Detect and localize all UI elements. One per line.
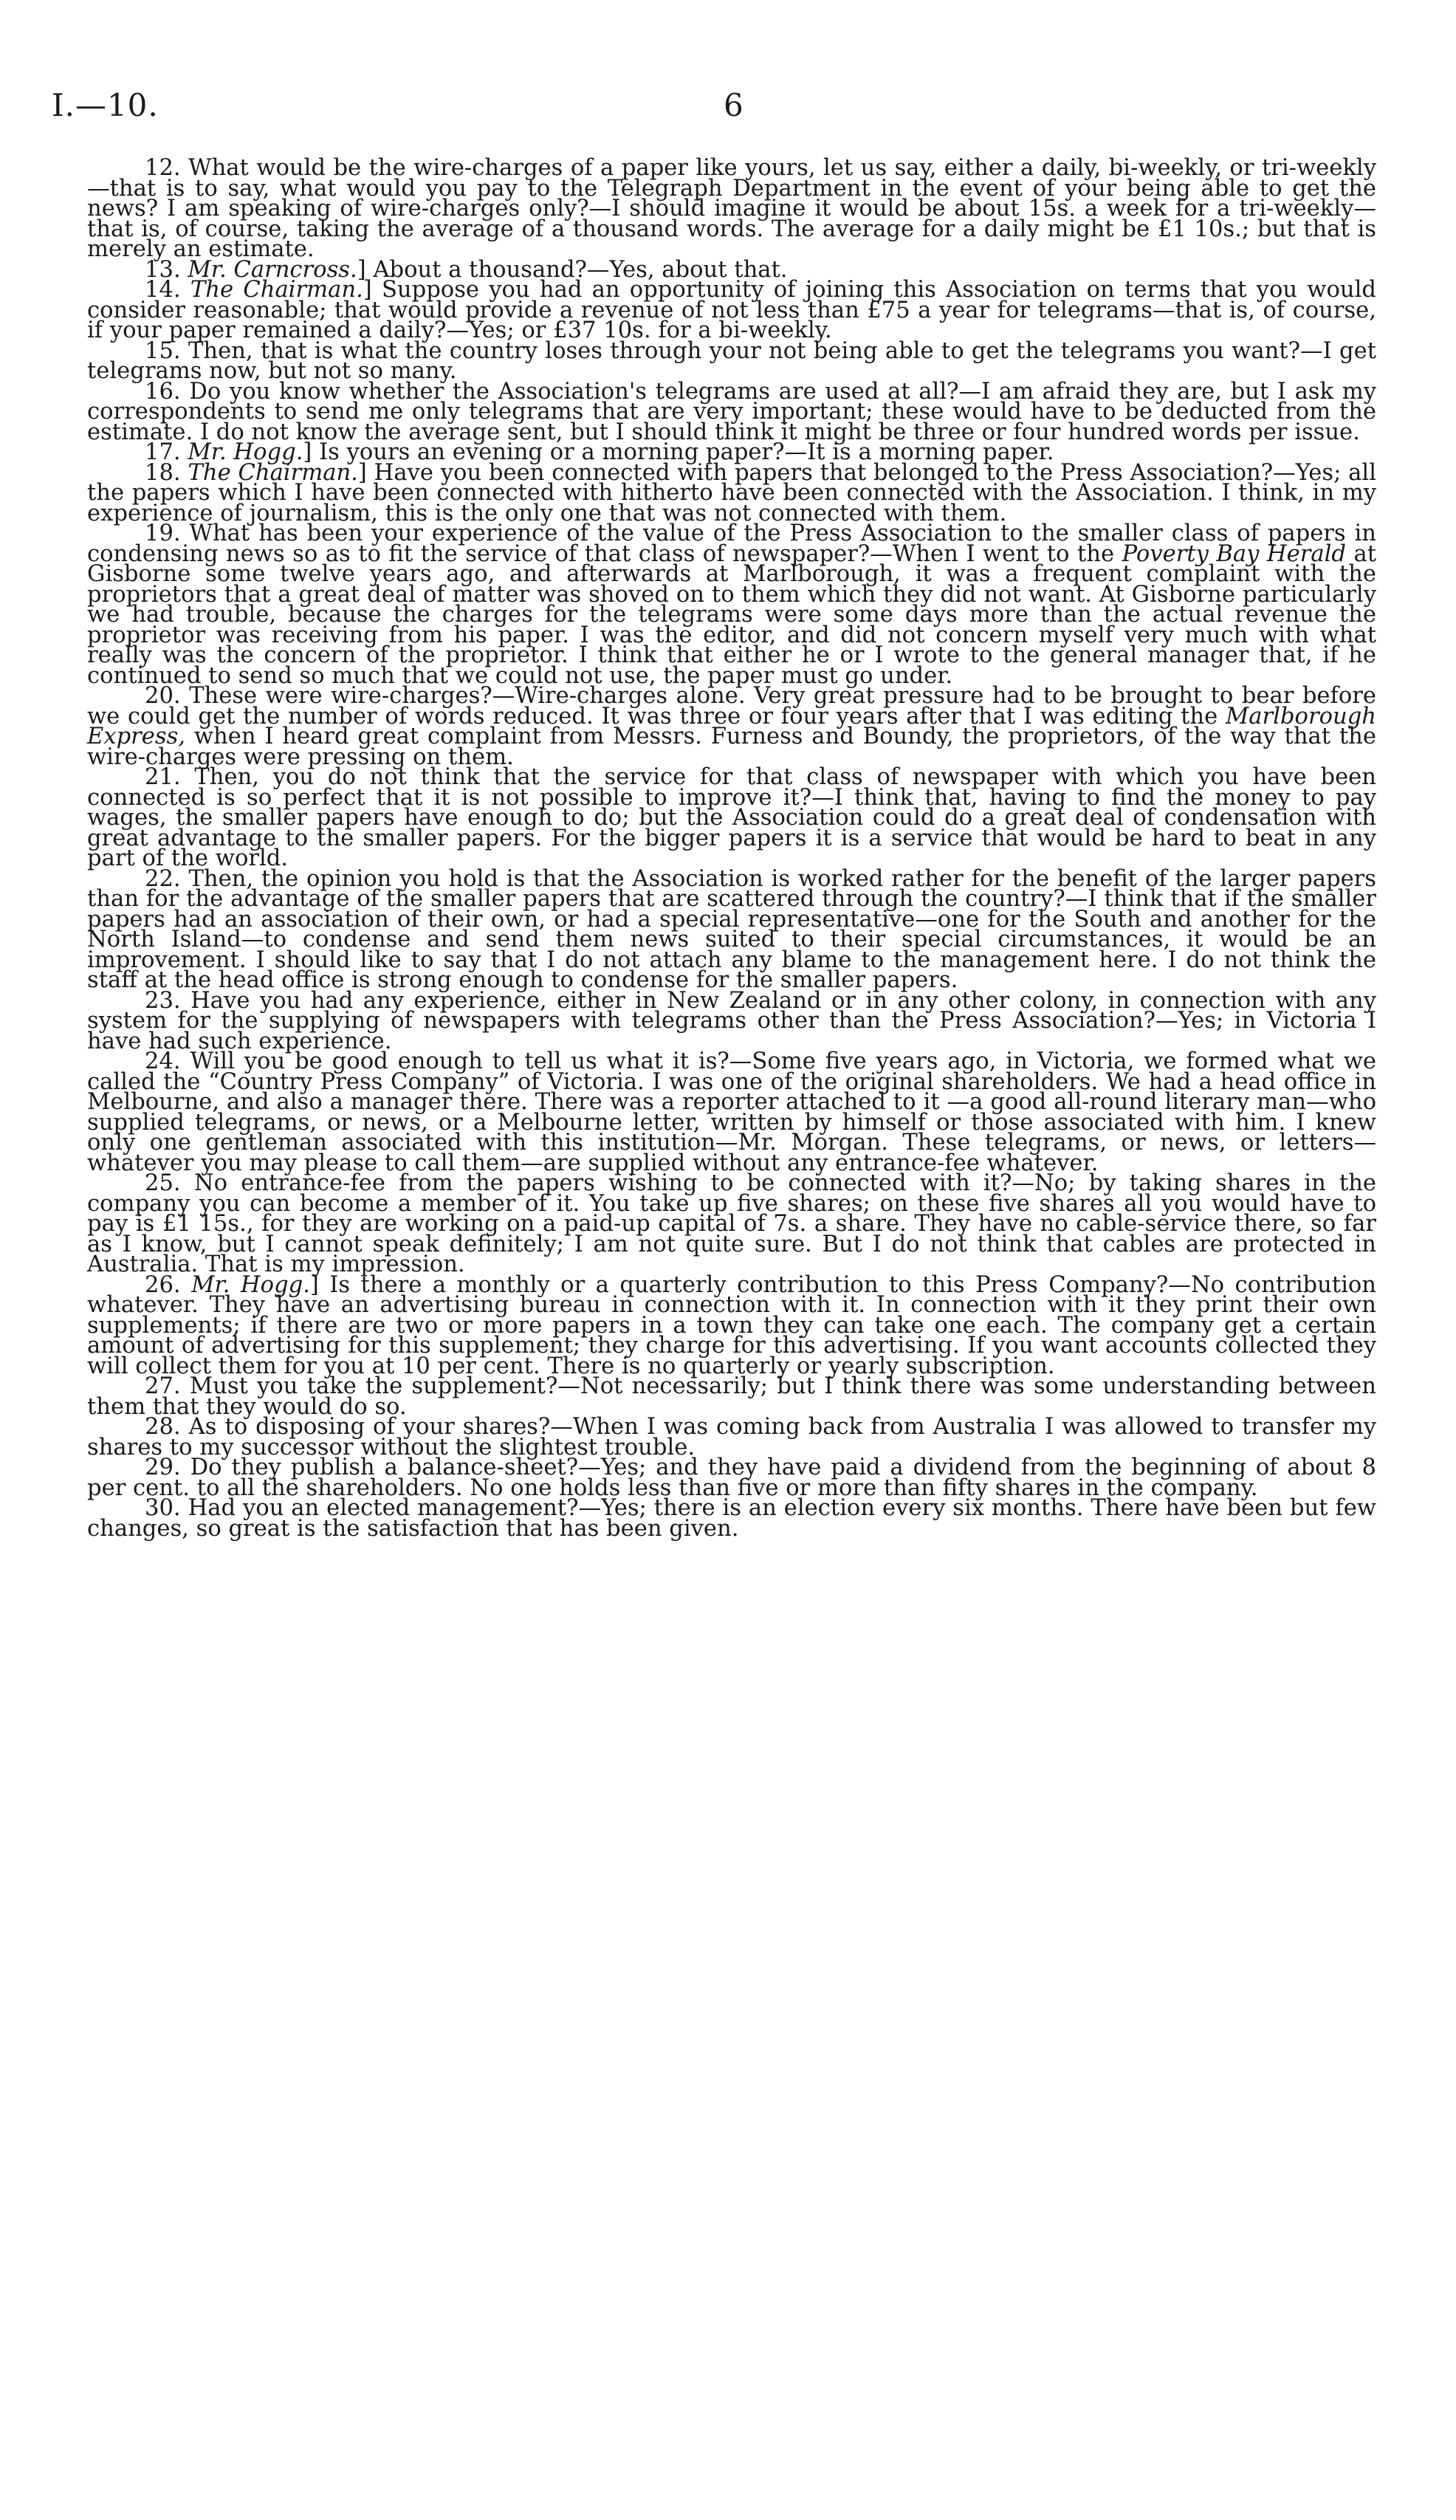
question-number: 12. [145, 155, 181, 181]
paragraph-text: Do they publish a balance-sheet?—Yes; and they have paid a dividend from the beginning of about 8 per cent. to all the shareholders. No one holds less than five or more than fifty shares in the company. [87, 1455, 1376, 1501]
question-paragraph [87, 683, 1376, 770]
question-number: 25. [145, 1170, 181, 1196]
question-paragraph [87, 277, 1376, 343]
question-number: 15. [145, 337, 181, 364]
question-paragraph [87, 337, 1376, 384]
question-number: 21. [145, 764, 181, 790]
question-number: 22. [145, 865, 181, 892]
question-number: 24. [145, 1048, 181, 1074]
speaker-bracket: ] [357, 256, 374, 283]
speaker-bracket: ] [363, 277, 382, 303]
question-number: 29. [145, 1455, 181, 1480]
question-number: 20. [145, 683, 181, 709]
paragraph-text: What would be the wire-charges of a paper like yours, let us say, either a daily, bi-weekly, or tri-weekly—that is to say, what would you pay to the Telegraph Department in the event of your being able to get the news? I am speaking of wire-charges only?—I should imagine it would be about 15s. a week for a tri-weekly—that is, of course, taking the average of a thousand words. The average for a daily might be £1 10s.; but that is merely an estimate. [87, 155, 1376, 262]
question-paragraph [87, 1170, 1376, 1277]
testimony-body [87, 155, 1377, 1542]
paragraph-text-continued: at Gisborne some twelve years ago, and afterwards at Marlborough, it was a frequent complaint with the proprietors that a great deal of matter was shoved on to them which they did not want. At Gisborne particularly we had trouble, because the charges for the telegrams were some days more than the actual revenue the proprietor was receiving from his paper. I was the editor, and did not concern myself very much with what really was the concern of the proprietor. I think that either he or I wrote to the general manager that, if he continued to send so much that we could not use, the paper must go under. [87, 540, 1376, 689]
speaker-name: Mr. Hogg. [191, 1271, 310, 1298]
paragraph-text: Is there a monthly or a quarterly contribution to this Press Company?—No contribution whatever. They have an advertising bureau in connection with it. In connection with it they print their own supplements; if there are two or more papers in a town they can take one each. The company get a certain amount of advertising for this supplement; they charge for this advertising. If you want accounts collected they will collect them for you at 10 per cent. There is no quarterly or yearly subscription. [87, 1271, 1377, 1379]
question-number: 23. [145, 987, 181, 1014]
question-number: 19. [145, 521, 181, 546]
paragraph-text: Then, you do not think that the service for that class of newspaper with which you have been connected is so perfect that it is not possible to improve it?—I think that, having to find the money to pay wages, the smaller papers have enough to do; but the Association could do a great deal of condensation with great advantage to the smaller papers. For the bigger papers it is a service that would be hard to beat in any part of the world. [87, 764, 1376, 871]
question-paragraph [87, 521, 1376, 689]
question-paragraph [87, 1048, 1376, 1176]
question-paragraph [87, 378, 1376, 445]
paragraph-text: Have you had any experience, either in New Zealand or in any other colony, in connection with any system for the supplying of newspapers with telegrams other than the Press Association?—Yes; in Victoria I have had such experience. [87, 987, 1376, 1054]
speaker-bracket: ] [309, 1271, 330, 1298]
page-header [52, 87, 1381, 139]
paragraph-text: Must you take the supplement?—Not necessarily; but I think there was some understanding between them that they would do so. [87, 1373, 1376, 1420]
speaker-name: The Chairman. [190, 277, 363, 303]
question-number: 28. [145, 1414, 181, 1440]
paragraph-text: Have you been connected with papers that belonged to the Press Association?—Yes; all the papers which I have been connected with hitherto have been connected with the Association. I think, in my experience of journalism, this is the only one that was not connected with them. [87, 459, 1376, 526]
question-paragraph [87, 1373, 1376, 1420]
paragraph-text: Will you be good enough to tell us what it is?—Some five years ago, in Victoria, we formed what we called the “Country Press Company” of Victoria. I was one of the original shareholders. We had a head office in Melbourne, and also a manager there. There was a reporter attached to it —a good all-round literary man—who supplied telegrams, or news, or a Melbourne letter, written by himself or those associated with him. I knew only one gentleman associated with this institution—Mr. Morgan. These telegrams, or news, or letters—whatever you may please to call them—are supplied without any entrance-fee whatever. [87, 1048, 1376, 1176]
question-paragraph [87, 1271, 1377, 1379]
question-paragraph [87, 987, 1376, 1054]
paragraph-text: Then, the opinion you hold is that the Association is worked rather for the benefit of the larger papers than for the advantage of the smaller papers that are scattered through the country?—I think that if the smaller papers had an association of their own, or had a special representative—one for the South and another for the North Island—to condense and send them news suited to their special circumstances, it would be an improvement. I should like to say that I do not attach any blame to the management here. I do not think the staff at the head office is strong enough to condense for the smaller papers. [87, 865, 1376, 993]
question-number: 27. [145, 1373, 181, 1399]
question-paragraph [87, 459, 1376, 526]
speaker-bracket: ] [303, 439, 320, 465]
italic-title: Poverty Bay Herald [1122, 540, 1346, 567]
paragraph-text: Then, that is what the country loses through your not being able to get the telegrams you want?—I get telegrams now, but not so many. [87, 337, 1376, 384]
question-number: 30. [145, 1495, 181, 1521]
speaker-name: The Chairman. [188, 459, 358, 486]
document-reference: I.—10. [52, 87, 159, 123]
question-number: 18. [145, 459, 181, 486]
paragraph-text: Is yours an evening or a morning paper?—It is a morning paper. [319, 439, 1054, 465]
question-paragraph [87, 155, 1376, 262]
question-paragraph [87, 1495, 1376, 1542]
question-number: 13. [145, 256, 181, 283]
question-paragraph [87, 865, 1376, 993]
paragraph-text: Do you know whether the Association's telegrams are used at all?—I am afraid they are, but I ask my correspondents to send me only telegrams that are very important; these would have to be deducted from the estimate. I do not know the average sent, but I should think it might be three or four hundred words per issue. [87, 378, 1376, 445]
speaker-bracket: ] [357, 459, 374, 486]
question-number: 26. [145, 1271, 181, 1298]
speaker-name: Mr. Hogg. [188, 439, 303, 465]
question-number: 14. [145, 277, 181, 303]
question-paragraph [87, 1414, 1376, 1460]
paragraph-text: About a thousand?—Yes, about that. [373, 256, 788, 283]
question-paragraph [87, 1455, 1376, 1501]
paragraph-text: These were wire-charges?—Wire-charges alone. Very great pressure had to be brought to bear before we could get the number of words reduced. It was three or four years after that I was editing the [87, 683, 1376, 729]
page-number: 6 [724, 87, 744, 123]
paragraph-text: What has been your experience of the value of the Press Association to the smaller class of papers in condensing news so as to fit the service of that class of newspaper?—When I went to the [87, 521, 1376, 567]
speaker-name: Mr. Carncross. [188, 256, 357, 283]
paragraph-text: No entrance-fee from the papers wishing to be connected with it?—No; by taking shares in the company you can become a member of it. You take up five shares; on these five shares all you would have to pay is £1 15s., for they are working on a paid-up capital of 7s. a share. They have no cable-service there, so far as I know, but I cannot speak definitely; I am not quite sure. But I do not think that cables are protected in Australia. That is my impression. [87, 1170, 1376, 1277]
question-paragraph [87, 764, 1376, 871]
italic-title: Marlborough Express, [87, 703, 1376, 749]
question-number: 16. [145, 378, 181, 405]
paragraph-text: Suppose you had an opportunity of joining this Association on terms that you would consider reasonable; that would provide a revenue of not less than £75 a year for telegrams—that is, of course, if your paper remained a daily?—Yes; or £37 10s. for a bi-weekly. [87, 277, 1376, 343]
paragraph-text: As to disposing of your shares?—When I was coming back from Australia I was allowed to transfer my shares to my successor without the slightest trouble. [87, 1414, 1376, 1460]
paragraph-text-continued: when I heard great complaint from Messrs. Furness and Boundy, the proprietors, of the way that the wire-charges were pressing on them. [87, 724, 1376, 770]
paragraph-text: Had you an elected management?—Yes; there is an election every six months. There have been but few changes, so great is the satisfaction that has been given. [87, 1495, 1376, 1542]
question-number: 17. [145, 439, 181, 465]
